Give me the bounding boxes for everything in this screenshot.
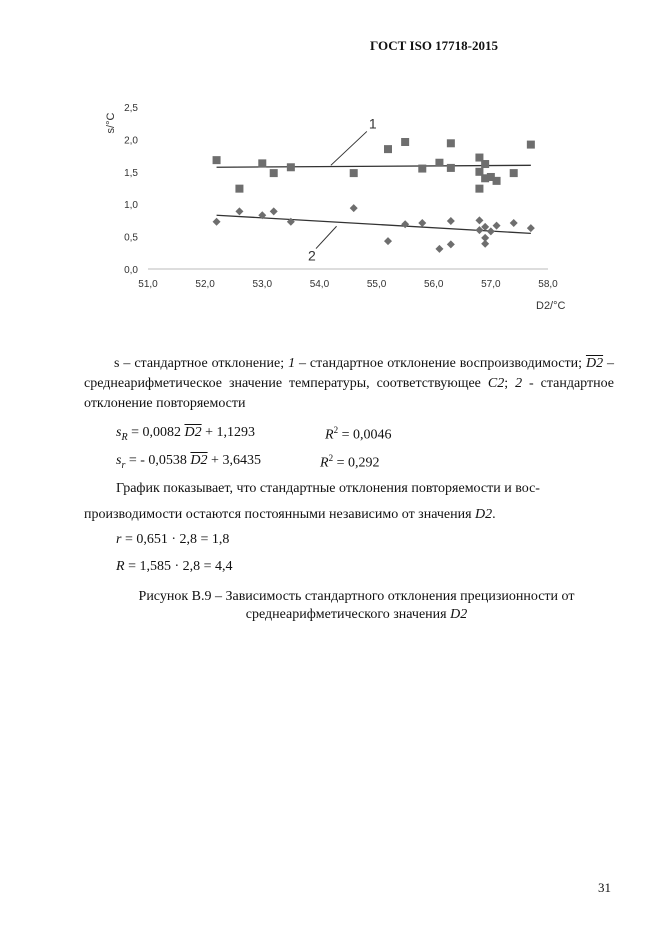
equation-sR: $s_R = 0,0082$ D2 + 1,1293 <box>116 425 255 443</box>
figure-caption <box>84 588 629 624</box>
equation-sr: $s_r$ = - 0,0538 D2 + 3,6435 <box>116 453 261 471</box>
data-point-square <box>493 177 501 185</box>
data-point-square <box>527 141 535 149</box>
data-point-square <box>270 169 278 177</box>
chart-marks <box>213 115 535 263</box>
x-tick-label: 54,0 <box>309 279 330 290</box>
data-point-diamond <box>447 240 455 248</box>
x-tick-label: 57,0 <box>481 279 501 290</box>
data-point-diamond <box>235 207 243 215</box>
y-tick-label: 0,5 <box>124 232 138 244</box>
conclusion-line-1: График показывает, что стандартные отклонения повторяемости и вос- <box>116 481 540 496</box>
trend-line <box>217 215 531 233</box>
data-point-square <box>447 164 455 172</box>
data-point-square <box>510 169 518 177</box>
legend-paragraph: s – стандартное отклонение; 1 – стандартное отклонение воспроизводимости; D2 – среднеарифметическое значение температуры, соответствующее C2; 2 - стандартное отклонение повторяемости <box>84 356 615 411</box>
x-tick-label: 55,0 <box>366 279 387 290</box>
x-tick-label: 56,0 <box>423 279 444 290</box>
data-point-diamond <box>493 222 501 230</box>
precision-chart <box>90 95 590 330</box>
data-point-square <box>435 159 443 167</box>
x-tick-label: 51,0 <box>138 279 158 290</box>
caption-line-1: Рисунок В.9 – Зависимость стандартного отклонения прецизионности от <box>138 589 575 604</box>
y-tick-label: 1,5 <box>124 167 138 179</box>
annotation-label: 1 <box>368 115 377 132</box>
data-point-diamond <box>475 216 483 224</box>
chart-svg <box>90 95 590 325</box>
data-point-square <box>384 145 392 153</box>
r-squared-1: $R^2 = 0,0046$ <box>325 425 392 443</box>
data-point-diamond <box>481 240 489 248</box>
data-point-diamond <box>384 237 392 245</box>
x-axis-label: D2/°C <box>536 300 566 312</box>
x-tick-label: 53,0 <box>252 279 273 290</box>
data-point-diamond <box>527 224 535 232</box>
data-point-square <box>213 156 221 164</box>
data-point-square <box>287 163 295 171</box>
annotation-label: 2 <box>308 247 316 264</box>
caption-line-2: среднеарифметического значения D2 <box>245 607 468 622</box>
y-axis-label: s/°C <box>105 112 117 134</box>
data-point-diamond <box>447 217 455 225</box>
annotation-leader <box>331 131 367 165</box>
data-point-diamond <box>401 220 409 228</box>
data-point-diamond <box>510 219 518 227</box>
data-point-diamond <box>418 219 426 227</box>
chart-axes <box>105 103 566 312</box>
data-point-square <box>481 160 489 168</box>
y-tick-label: 0,0 <box>124 265 138 276</box>
calc-R: R = 1,585 · 2,8 = 4,4 <box>116 559 233 574</box>
data-point-square <box>235 185 243 193</box>
data-point-square <box>258 159 266 167</box>
x-tick-label: 58,0 <box>538 279 558 290</box>
page-number: 31 <box>598 880 611 895</box>
calc-r: r = 0,651 · 2,8 = 1,8 <box>116 532 230 547</box>
data-point-square <box>401 138 409 146</box>
data-point-diamond <box>270 207 278 215</box>
y-tick-label: 2,5 <box>124 103 138 114</box>
data-point-square <box>475 185 483 193</box>
data-point-diamond <box>435 245 443 253</box>
x-tick-label: 52,0 <box>195 279 215 290</box>
conclusion-line-2: производимости остаются постоянными независимо от значения D2. <box>84 507 496 522</box>
data-point-diamond <box>213 218 221 226</box>
y-tick-label: 1,0 <box>124 200 138 212</box>
annotation-leader <box>316 226 337 248</box>
r-squared-2: $R^2 = 0,292$ <box>320 453 380 471</box>
y-tick-label: 2,0 <box>124 135 138 147</box>
data-point-square <box>418 165 426 173</box>
data-point-square <box>350 169 358 177</box>
data-point-diamond <box>350 204 358 212</box>
data-point-square <box>447 139 455 147</box>
document-header: ГОСТ ISO 17718-2015 <box>370 38 499 53</box>
data-point-diamond <box>487 227 495 235</box>
